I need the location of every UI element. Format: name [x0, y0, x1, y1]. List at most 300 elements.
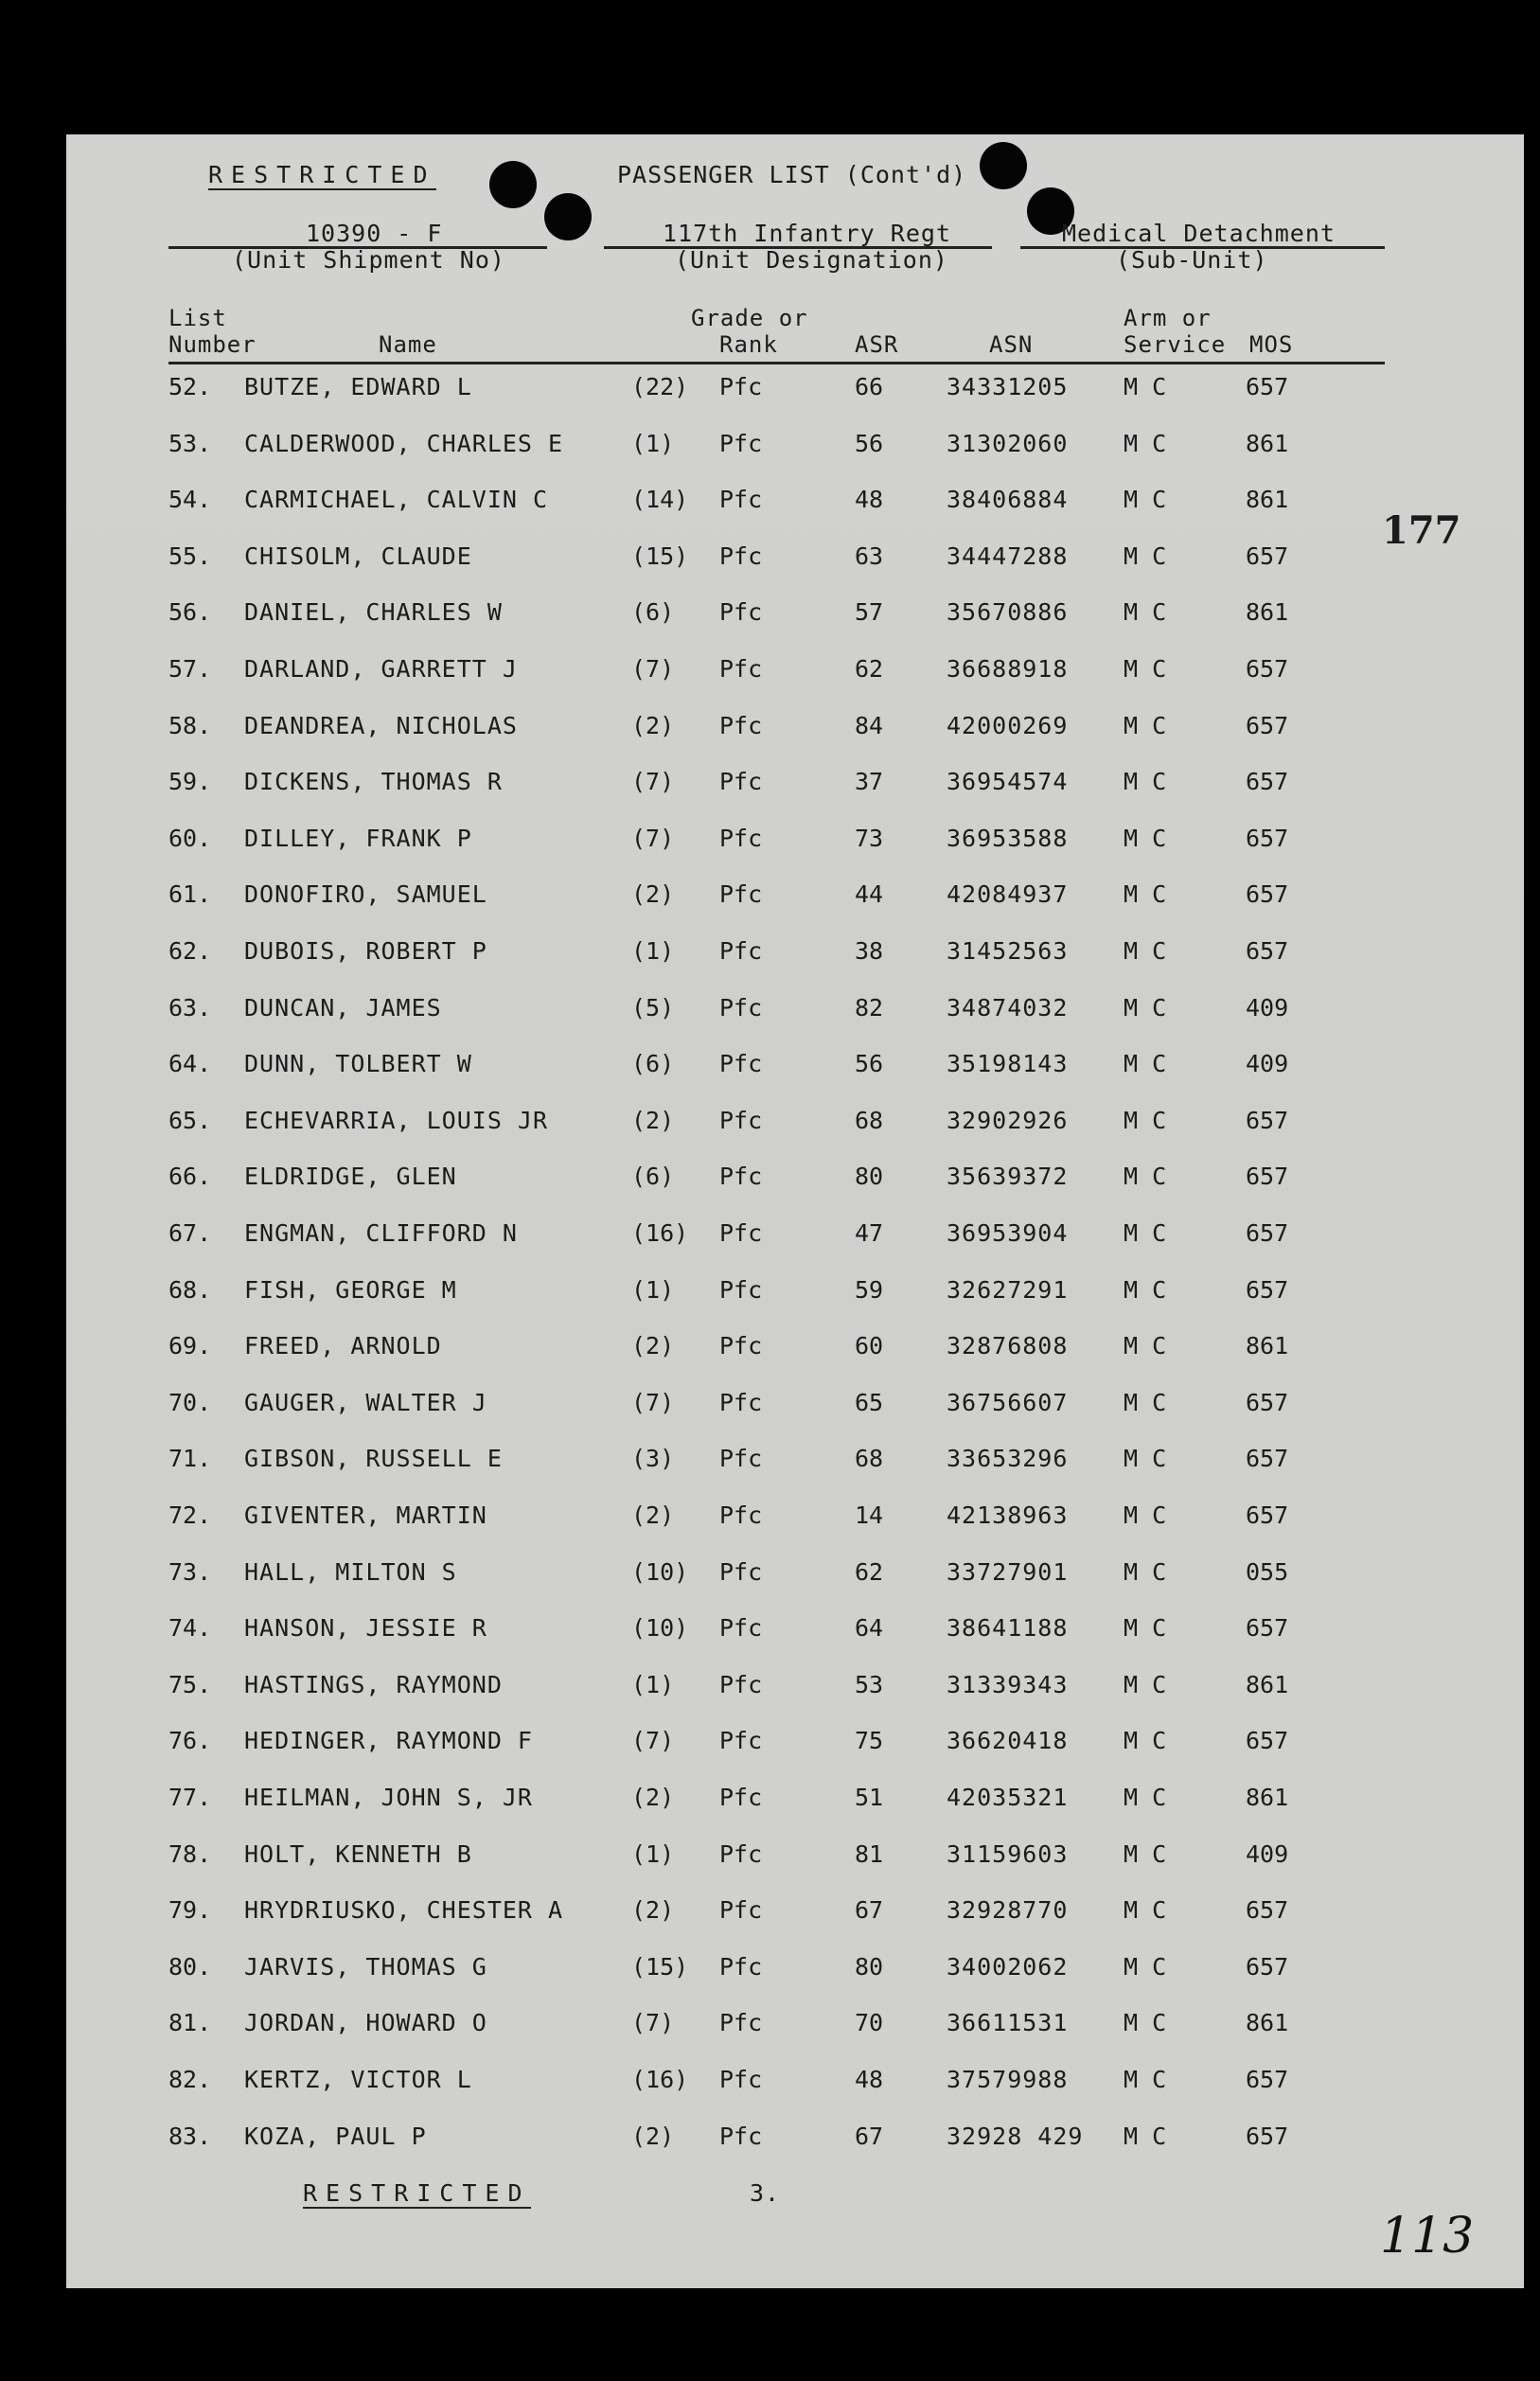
cell-grade: (15)	[631, 1952, 689, 1981]
cell-arm-service: M C	[1124, 1896, 1167, 1925]
cell-mos: 657	[1246, 2066, 1289, 2093]
cell-rank: Pfc	[719, 1614, 763, 1643]
cell-rank: Pfc	[719, 1557, 763, 1586]
cell-asn: 32928770	[947, 1896, 1069, 1925]
cell-mos: 657	[1246, 1163, 1289, 1191]
table-row	[66, 1671, 1524, 1709]
cell-arm-service: M C	[1124, 1388, 1167, 1416]
cell-list-number: 68.	[168, 1275, 212, 1304]
cell-mos: 055	[1246, 1557, 1289, 1586]
table-row	[66, 598, 1524, 636]
cell-rank: Pfc	[719, 1839, 763, 1868]
cell-passenger-name: GIVENTER, MARTIN	[244, 1501, 487, 1529]
cell-list-number: 77.	[168, 1784, 212, 1811]
cell-list-number: 54.	[168, 486, 212, 514]
cell-asr: 66	[855, 373, 884, 400]
cell-arm-service: M C	[1124, 1501, 1167, 1529]
cell-passenger-name: DARLAND, GARRETT J	[244, 655, 518, 683]
cell-mos: 657	[1246, 1275, 1289, 1304]
cell-grade: (2)	[631, 1332, 675, 1360]
cell-asn: 35670886	[947, 598, 1069, 627]
cell-mos: 657	[1246, 711, 1289, 739]
cell-asn: 34874032	[947, 993, 1069, 1022]
cell-list-number: 61.	[168, 880, 212, 909]
cell-list-number: 71.	[168, 1445, 212, 1473]
cell-arm-service: M C	[1124, 1050, 1167, 1078]
sub-unit-label: (Sub-Unit)	[1116, 246, 1268, 274]
table-row	[66, 1389, 1524, 1427]
table-row	[66, 542, 1524, 580]
cell-asn: 36756607	[947, 1388, 1069, 1416]
cell-asr: 14	[855, 1501, 884, 1529]
cell-grade: (1)	[631, 1275, 675, 1304]
cell-asr: 67	[855, 2122, 884, 2150]
cell-mos: 861	[1246, 429, 1289, 457]
cell-mos: 657	[1246, 1614, 1289, 1643]
cell-asr: 68	[855, 1445, 884, 1473]
restricted-bottom: RESTRICTED	[303, 2179, 531, 2207]
cell-passenger-name: HEILMAN, JOHN S, JR	[244, 1784, 533, 1811]
cell-grade: (16)	[631, 2066, 689, 2093]
cell-rank: Pfc	[719, 1501, 763, 1529]
table-row	[66, 1107, 1524, 1145]
cell-passenger-name: HASTINGS, RAYMOND	[244, 1670, 503, 1698]
margin-stamp-number: 177	[1382, 508, 1461, 553]
table-row	[66, 994, 1524, 1032]
cell-rank: Pfc	[719, 1332, 763, 1360]
cell-list-number: 75.	[168, 1670, 212, 1698]
cell-grade: (2)	[631, 1784, 675, 1811]
cell-asn: 34331205	[947, 373, 1069, 400]
cell-mos: 861	[1246, 1332, 1289, 1360]
cell-arm-service: M C	[1124, 655, 1167, 683]
sub-unit: Medical Detachment	[1062, 220, 1336, 247]
punch-hole-1	[489, 161, 537, 208]
cell-grade: (5)	[631, 993, 675, 1022]
cell-asr: 82	[855, 993, 884, 1022]
cell-arm-service: M C	[1124, 1952, 1167, 1981]
cell-arm-service: M C	[1124, 1445, 1167, 1473]
cell-asn: 38406884	[947, 486, 1069, 514]
cell-asr: 59	[855, 1275, 884, 1304]
cell-passenger-name: CALDERWOOD, CHARLES E	[244, 429, 564, 457]
cell-list-number: 70.	[168, 1388, 212, 1416]
cell-grade: (10)	[631, 1557, 689, 1586]
cell-asr: 51	[855, 1784, 884, 1811]
cell-arm-service: M C	[1124, 2066, 1167, 2093]
cell-rank: Pfc	[719, 1727, 763, 1755]
cell-rank: Pfc	[719, 1388, 763, 1416]
cell-grade: (22)	[631, 373, 689, 400]
cell-asr: 57	[855, 598, 884, 627]
cell-arm-service: M C	[1124, 768, 1167, 796]
table-row	[66, 373, 1524, 411]
cell-list-number: 78.	[168, 1839, 212, 1868]
cell-asn: 36611531	[947, 2009, 1069, 2037]
cell-asn: 36953588	[947, 824, 1069, 852]
cell-arm-service: M C	[1124, 711, 1167, 739]
cell-asr: 37	[855, 768, 884, 796]
cell-asn: 32876808	[947, 1332, 1069, 1360]
cell-arm-service: M C	[1124, 1784, 1167, 1811]
cell-arm-service: M C	[1124, 598, 1167, 627]
cell-passenger-name: ELDRIDGE, GLEN	[244, 1163, 457, 1191]
document-sheet	[66, 134, 1524, 2288]
cell-list-number: 65.	[168, 1106, 212, 1134]
cell-mos: 409	[1246, 1839, 1289, 1868]
cell-arm-service: M C	[1124, 2122, 1167, 2150]
table-row	[66, 1558, 1524, 1596]
table-row	[66, 937, 1524, 975]
cell-passenger-name: FREED, ARNOLD	[244, 1332, 442, 1360]
cell-passenger-name: DUNN, TOLBERT W	[244, 1050, 472, 1078]
cell-passenger-name: DUNCAN, JAMES	[244, 993, 442, 1022]
cell-grade: (3)	[631, 1445, 675, 1473]
cell-mos: 657	[1246, 2122, 1289, 2150]
cell-grade: (10)	[631, 1614, 689, 1643]
cell-passenger-name: ECHEVARRIA, LOUIS JR	[244, 1106, 549, 1134]
table-row	[66, 825, 1524, 862]
col-asn: ASN	[989, 331, 1034, 358]
cell-passenger-name: CARMICHAEL, CALVIN C	[244, 486, 549, 514]
cell-grade: (2)	[631, 711, 675, 739]
cell-rank: Pfc	[719, 1106, 763, 1134]
table-row	[66, 2066, 1524, 2104]
cell-asr: 62	[855, 1557, 884, 1586]
cell-asr: 67	[855, 1896, 884, 1925]
cell-arm-service: M C	[1124, 542, 1167, 570]
cell-mos: 861	[1246, 598, 1289, 627]
cell-passenger-name: DONOFIRO, SAMUEL	[244, 880, 487, 909]
cell-list-number: 82.	[168, 2066, 212, 2093]
cell-arm-service: M C	[1124, 824, 1167, 852]
cell-asr: 73	[855, 824, 884, 852]
unit-shipment-label: (Unit Shipment No)	[232, 246, 505, 274]
cell-asr: 47	[855, 1219, 884, 1247]
cell-grade: (7)	[631, 655, 675, 683]
cell-asn: 35639372	[947, 1163, 1069, 1191]
cell-passenger-name: HRYDRIUSKO, CHESTER A	[244, 1896, 564, 1925]
cell-passenger-name: BUTZE, EDWARD L	[244, 373, 472, 400]
table-row	[66, 655, 1524, 693]
cell-list-number: 62.	[168, 937, 212, 965]
cell-arm-service: M C	[1124, 993, 1167, 1022]
cell-asn: 34002062	[947, 1952, 1069, 1981]
cell-mos: 861	[1246, 1784, 1289, 1811]
cell-asr: 80	[855, 1952, 884, 1981]
cell-mos: 657	[1246, 542, 1289, 570]
cell-grade: (7)	[631, 1388, 675, 1416]
cell-arm-service: M C	[1124, 880, 1167, 909]
cell-asn: 32902926	[947, 1106, 1069, 1134]
cell-rank: Pfc	[719, 880, 763, 909]
cell-list-number: 81.	[168, 2009, 212, 2037]
cell-mos: 657	[1246, 1501, 1289, 1529]
cell-mos: 861	[1246, 486, 1289, 514]
cell-asn: 31159603	[947, 1839, 1069, 1868]
cell-list-number: 58.	[168, 711, 212, 739]
cell-rank: Pfc	[719, 937, 763, 965]
cell-grade: (16)	[631, 1219, 689, 1247]
cell-asn: 33727901	[947, 1557, 1069, 1586]
table-row	[66, 1445, 1524, 1483]
cell-asr: 63	[855, 542, 884, 570]
table-row	[66, 1163, 1524, 1200]
cell-rank: Pfc	[719, 655, 763, 683]
cell-rank: Pfc	[719, 711, 763, 739]
cell-passenger-name: JARVIS, THOMAS G	[244, 1952, 487, 1981]
cell-asn: 36688918	[947, 655, 1069, 683]
cell-mos: 657	[1246, 1952, 1289, 1981]
cell-arm-service: M C	[1124, 486, 1167, 514]
table-row	[66, 430, 1524, 468]
cell-list-number: 64.	[168, 1050, 212, 1078]
cell-passenger-name: DILLEY, FRANK P	[244, 824, 472, 852]
cell-arm-service: M C	[1124, 1163, 1167, 1191]
cell-mos: 409	[1246, 1050, 1289, 1078]
cell-grade: (7)	[631, 768, 675, 796]
cell-asr: 56	[855, 429, 884, 457]
cell-grade: (2)	[631, 1106, 675, 1134]
cell-list-number: 56.	[168, 598, 212, 627]
cell-passenger-name: CHISOLM, CLAUDE	[244, 542, 472, 570]
cell-asr: 75	[855, 1727, 884, 1755]
cell-passenger-name: DEANDREA, NICHOLAS	[244, 711, 518, 739]
cell-arm-service: M C	[1124, 937, 1167, 965]
cell-passenger-name: FISH, GEORGE M	[244, 1275, 457, 1304]
punch-hole-3	[980, 142, 1027, 189]
table-row	[66, 1050, 1524, 1088]
table-row	[66, 768, 1524, 806]
cell-asr: 48	[855, 2066, 884, 2093]
table-row	[66, 2123, 1524, 2160]
handwritten-page-number: 113	[1380, 2208, 1475, 2265]
cell-asr: 62	[855, 655, 884, 683]
cell-passenger-name: DANIEL, CHARLES W	[244, 598, 503, 627]
cell-arm-service: M C	[1124, 1219, 1167, 1247]
cell-arm-service: M C	[1124, 1727, 1167, 1755]
cell-asr: 60	[855, 1332, 884, 1360]
cell-mos: 409	[1246, 993, 1289, 1022]
table-row	[66, 880, 1524, 918]
cell-asr: 80	[855, 1163, 884, 1191]
cell-passenger-name: DICKENS, THOMAS R	[244, 768, 503, 796]
cell-arm-service: M C	[1124, 2009, 1167, 2037]
table-row	[66, 486, 1524, 524]
cell-grade: (1)	[631, 1670, 675, 1698]
col-list-number-1: List	[168, 305, 227, 331]
cell-mos: 657	[1246, 1219, 1289, 1247]
cell-list-number: 55.	[168, 542, 212, 570]
cell-asr: 81	[855, 1839, 884, 1868]
cell-arm-service: M C	[1124, 1839, 1167, 1868]
cell-mos: 657	[1246, 373, 1289, 400]
table-row	[66, 1219, 1524, 1257]
table-row	[66, 1896, 1524, 1934]
cell-passenger-name: HEDINGER, RAYMOND F	[244, 1727, 533, 1755]
cell-list-number: 59.	[168, 768, 212, 796]
table-row	[66, 712, 1524, 750]
cell-asr: 68	[855, 1106, 884, 1134]
cell-grade: (6)	[631, 598, 675, 627]
header-rule	[168, 362, 1385, 364]
col-list-number-2: Number	[168, 331, 257, 358]
cell-mos: 657	[1246, 655, 1289, 683]
col-grade-rank-2: Rank	[719, 331, 778, 358]
cell-rank: Pfc	[719, 1784, 763, 1811]
col-arm-service-2: Service	[1124, 331, 1227, 358]
cell-mos: 657	[1246, 768, 1289, 796]
cell-asn: 36954574	[947, 768, 1069, 796]
punch-hole-2	[544, 193, 592, 240]
cell-grade: (1)	[631, 1839, 675, 1868]
table-row	[66, 1332, 1524, 1370]
col-asr: ASR	[855, 331, 899, 358]
page-title: PASSENGER LIST (Cont'd)	[617, 161, 967, 188]
table-row	[66, 1727, 1524, 1765]
cell-asn: 42084937	[947, 880, 1069, 909]
cell-asr: 84	[855, 711, 884, 739]
cell-asn: 32627291	[947, 1275, 1069, 1304]
cell-passenger-name: HANSON, JESSIE R	[244, 1614, 487, 1643]
table-row	[66, 1614, 1524, 1652]
cell-arm-service: M C	[1124, 1275, 1167, 1304]
cell-list-number: 66.	[168, 1163, 212, 1191]
cell-asr: 38	[855, 937, 884, 965]
cell-mos: 657	[1246, 1896, 1289, 1925]
cell-grade: (6)	[631, 1050, 675, 1078]
cell-asn: 42000269	[947, 711, 1069, 739]
cell-list-number: 67.	[168, 1219, 212, 1247]
cell-mos: 657	[1246, 1445, 1289, 1473]
cell-rank: Pfc	[719, 486, 763, 514]
cell-asr: 56	[855, 1050, 884, 1078]
cell-list-number: 60.	[168, 824, 212, 852]
cell-asn: 31339343	[947, 1670, 1069, 1698]
cell-asn: 33653296	[947, 1445, 1069, 1473]
cell-asn: 42138963	[947, 1501, 1069, 1529]
page-number: 3.	[750, 2179, 781, 2207]
cell-rank: Pfc	[719, 1445, 763, 1473]
cell-rank: Pfc	[719, 2009, 763, 2037]
cell-rank: Pfc	[719, 1952, 763, 1981]
cell-rank: Pfc	[719, 1163, 763, 1191]
cell-rank: Pfc	[719, 429, 763, 457]
cell-rank: Pfc	[719, 2066, 763, 2093]
cell-passenger-name: DUBOIS, ROBERT P	[244, 937, 487, 965]
cell-asn: 35198143	[947, 1050, 1069, 1078]
cell-grade: (15)	[631, 542, 689, 570]
table-row	[66, 1840, 1524, 1878]
cell-asr: 44	[855, 880, 884, 909]
cell-grade: (2)	[631, 1501, 675, 1529]
cell-asn: 36953904	[947, 1219, 1069, 1247]
cell-mos: 861	[1246, 2009, 1289, 2037]
cell-rank: Pfc	[719, 1670, 763, 1698]
cell-asn: 36620418	[947, 1727, 1069, 1755]
restricted-top: RESTRICTED	[208, 161, 436, 188]
cell-rank: Pfc	[719, 598, 763, 627]
cell-list-number: 52.	[168, 373, 212, 400]
cell-rank: Pfc	[719, 1219, 763, 1247]
cell-mos: 657	[1246, 1106, 1289, 1134]
cell-rank: Pfc	[719, 768, 763, 796]
cell-rank: Pfc	[719, 373, 763, 400]
cell-grade: (14)	[631, 486, 689, 514]
table-row	[66, 1953, 1524, 1991]
cell-list-number: 69.	[168, 1332, 212, 1360]
cell-mos: 657	[1246, 937, 1289, 965]
cell-grade: (7)	[631, 2009, 675, 2037]
cell-arm-service: M C	[1124, 1670, 1167, 1698]
table-row	[66, 1784, 1524, 1821]
cell-list-number: 83.	[168, 2122, 212, 2150]
col-grade-rank-1: Grade or	[691, 305, 808, 331]
cell-rank: Pfc	[719, 2122, 763, 2150]
cell-passenger-name: GAUGER, WALTER J	[244, 1388, 487, 1416]
cell-asn: 34447288	[947, 542, 1069, 570]
cell-rank: Pfc	[719, 824, 763, 852]
cell-rank: Pfc	[719, 542, 763, 570]
cell-list-number: 53.	[168, 429, 212, 457]
cell-grade: (2)	[631, 1896, 675, 1925]
cell-list-number: 80.	[168, 1952, 212, 1981]
cell-mos: 657	[1246, 824, 1289, 852]
cell-rank: Pfc	[719, 1275, 763, 1304]
cell-asn: 42035321	[947, 1784, 1069, 1811]
table-row	[66, 1501, 1524, 1539]
cell-passenger-name: HOLT, KENNETH B	[244, 1839, 472, 1868]
cell-rank: Pfc	[719, 993, 763, 1022]
cell-passenger-name: GIBSON, RUSSELL E	[244, 1445, 503, 1473]
col-name: Name	[379, 331, 437, 358]
col-mos: MOS	[1249, 331, 1294, 358]
unit-shipment-no: 10390 - F	[306, 220, 443, 247]
cell-asn: 37579988	[947, 2066, 1069, 2093]
cell-arm-service: M C	[1124, 1614, 1167, 1643]
cell-asr: 48	[855, 486, 884, 514]
col-arm-service-1: Arm or	[1124, 305, 1212, 331]
cell-mos: 861	[1246, 1670, 1289, 1698]
cell-grade: (6)	[631, 1163, 675, 1191]
cell-mos: 657	[1246, 1388, 1289, 1416]
cell-arm-service: M C	[1124, 1557, 1167, 1586]
cell-rank: Pfc	[719, 1896, 763, 1925]
cell-grade: (7)	[631, 824, 675, 852]
cell-list-number: 76.	[168, 1727, 212, 1755]
cell-grade: (2)	[631, 880, 675, 909]
cell-grade: (7)	[631, 1727, 675, 1755]
cell-list-number: 57.	[168, 655, 212, 683]
cell-arm-service: M C	[1124, 429, 1167, 457]
table-row	[66, 1276, 1524, 1314]
cell-rank: Pfc	[719, 1050, 763, 1078]
cell-passenger-name: JORDAN, HOWARD O	[244, 2009, 487, 2037]
cell-asn: 31302060	[947, 429, 1069, 457]
cell-passenger-name: KOZA, PAUL P	[244, 2122, 427, 2150]
cell-mos: 657	[1246, 880, 1289, 909]
cell-list-number: 79.	[168, 1896, 212, 1925]
cell-asr: 65	[855, 1388, 884, 1416]
cell-arm-service: M C	[1124, 373, 1167, 400]
cell-list-number: 74.	[168, 1614, 212, 1643]
cell-passenger-name: KERTZ, VICTOR L	[244, 2066, 472, 2093]
unit-designation-label: (Unit Designation)	[675, 246, 948, 274]
unit-designation: 117th Infantry Regt	[663, 220, 951, 247]
cell-passenger-name: HALL, MILTON S	[244, 1557, 457, 1586]
cell-list-number: 73.	[168, 1557, 212, 1586]
cell-asn: 32928 429	[947, 2122, 1084, 2150]
